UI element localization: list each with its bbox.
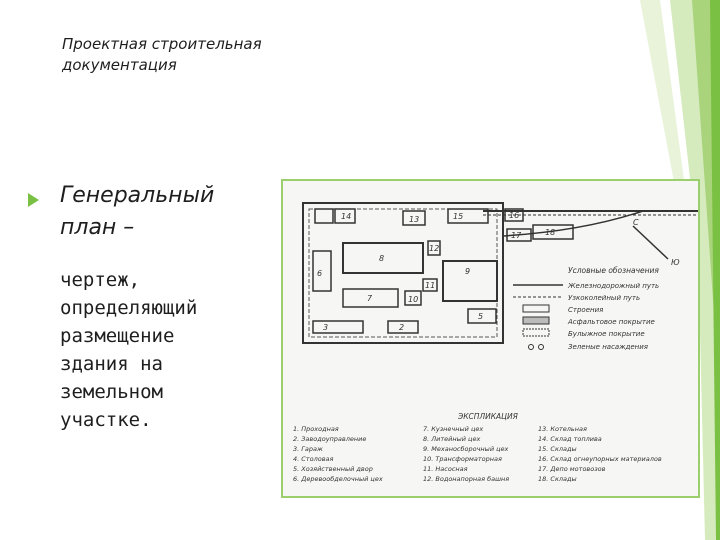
explication-item: 12. Водонапорная башня [423, 475, 510, 483]
explication-item: 2. Заводоуправление [293, 435, 367, 443]
compass-arrow-icon [633, 226, 668, 259]
building-number: 3 [323, 323, 329, 332]
site-plan-figure [281, 179, 700, 498]
explication-item: 10. Трансформаторная [423, 455, 502, 463]
site-plan-drawing [283, 181, 698, 496]
definition-term: Генеральный план – [60, 183, 215, 240]
explication-item: 7. Кузнечный цех [423, 425, 484, 433]
building-number: 12 [429, 244, 440, 253]
explication-title: ЭКСПЛИКАЦИЯ [458, 412, 518, 421]
explication-item: 11. Насосная [423, 465, 468, 473]
legend-item: Булыжное покрытие [568, 330, 645, 338]
explication-item: 9. Механосборочный цех [423, 445, 509, 453]
header-title: Проектная строительная документация [62, 35, 262, 74]
building-number: 13 [409, 215, 420, 224]
building-number: 10 [408, 295, 419, 304]
explication-item: 17. Депо мотовозов [538, 465, 606, 473]
building-number: 14 [341, 212, 352, 221]
building-number: 7 [367, 294, 373, 303]
compass-north: С [633, 218, 639, 227]
building-number: 8 [379, 254, 385, 263]
legend-item: Узкоколейный путь [568, 294, 641, 302]
building-number: 15 [453, 212, 464, 221]
building-number: 16 [509, 211, 520, 220]
explication-item: 5. Хозяйственный двор [293, 465, 373, 473]
bullet-arrow-icon [28, 193, 39, 207]
building-number: 17 [511, 231, 522, 240]
building-number: 2 [399, 323, 405, 332]
definition-text: чертеж, определяющий размещение здания на земельном участке. [60, 269, 198, 431]
building-number: 9 [465, 267, 471, 276]
legend-item: Зеленые насаждения [568, 343, 649, 351]
explication-item: 16. Склад огнеупорных материалов [538, 455, 662, 463]
building-number: 5 [478, 312, 484, 321]
explication-item: 1. Проходная [293, 425, 339, 433]
legend-item: Строения [568, 306, 604, 314]
legend-item: Железнодорожный путь [568, 282, 660, 290]
legend-item: Асфальтовое покрытие [568, 318, 655, 326]
legend-title: Условные обозначения [568, 266, 659, 275]
compass-south: Ю [671, 258, 680, 267]
explication-item: 8. Литейный цех [423, 435, 481, 443]
explication-column-3 [538, 425, 662, 483]
explication-item: 6. Деревообделочный цех [293, 475, 383, 483]
explication-item: 15. Склады [538, 445, 577, 453]
building-number: 6 [317, 269, 323, 278]
building-number: 11 [425, 281, 436, 290]
explication-column-2 [423, 425, 509, 483]
explication-item: 3. Гараж [293, 445, 323, 453]
explication-item: 13. Котельная [538, 425, 587, 433]
explication-item: 4. Столовая [293, 455, 334, 463]
explication-item: 14. Склад топлива [538, 435, 602, 443]
explication-item: 18. Склады [538, 475, 577, 483]
building-number: 18 [545, 228, 556, 237]
explication-column-1 [293, 425, 383, 483]
